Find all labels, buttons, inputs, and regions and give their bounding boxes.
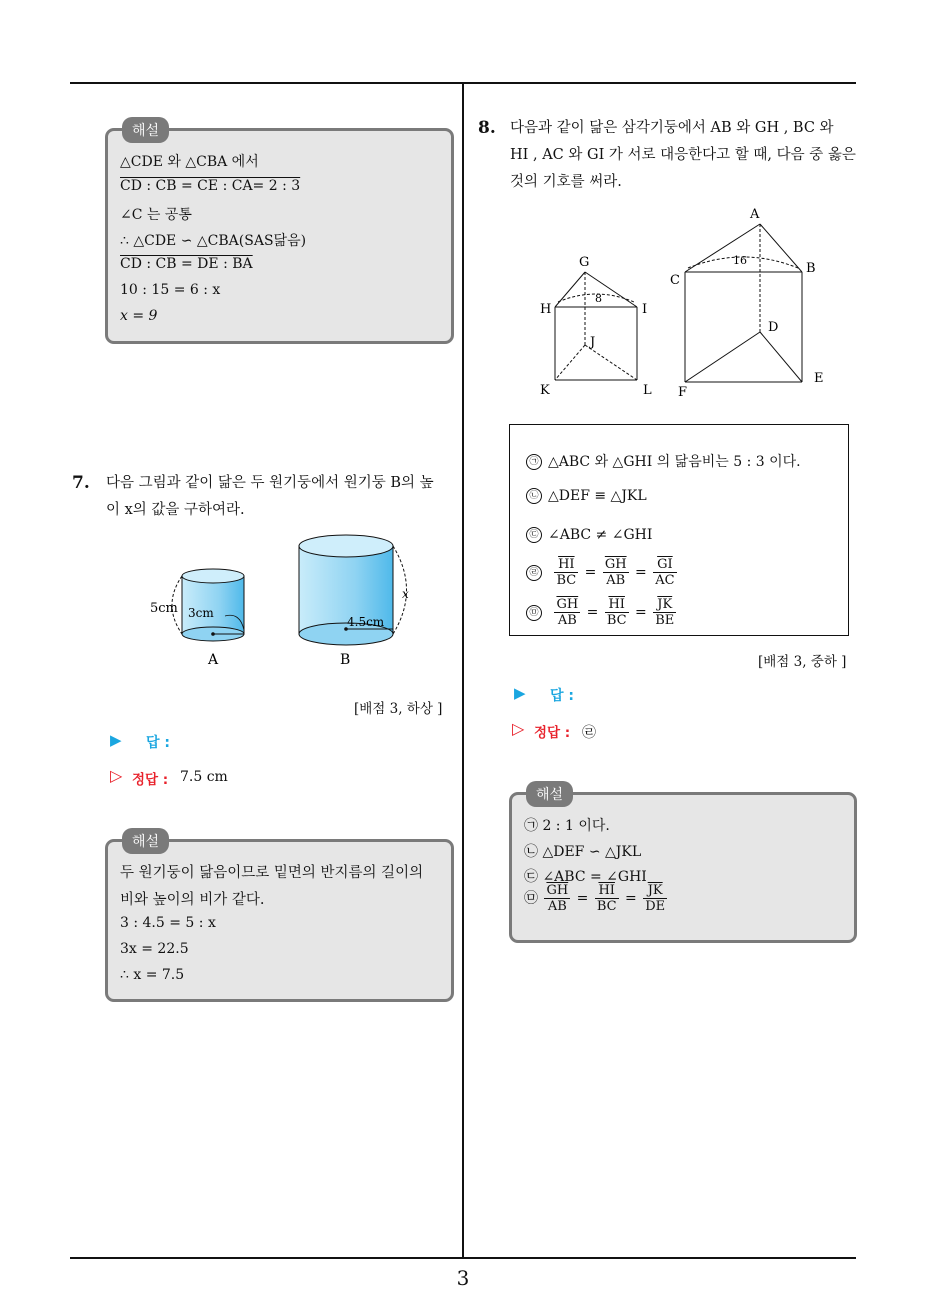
numerator: $\overline{HI}$ <box>554 557 578 573</box>
denominator: BC <box>606 613 627 628</box>
denominator: AC <box>655 573 675 588</box>
solution-tag: 해설 <box>122 117 169 143</box>
fraction <box>554 557 578 588</box>
equals: = <box>635 604 647 621</box>
label-j: J <box>590 335 596 350</box>
denominator: DE <box>645 899 666 914</box>
option-mark: ㉣ <box>526 565 542 581</box>
solution-line: ∴ △CDE ∽ △CBA(SAS닮음) <box>120 233 307 249</box>
solution-mark: ㉤ <box>524 890 538 907</box>
denominator: BC <box>596 899 617 914</box>
label-c: C <box>670 273 680 288</box>
cylinder-a-label: A <box>208 652 219 668</box>
label-i: I <box>642 302 648 317</box>
solution-mark: ㉡ <box>524 844 538 860</box>
numerator: $\overline{HI}$ <box>605 597 629 613</box>
option-3 <box>526 527 652 543</box>
solution-line: x = 9 <box>120 308 158 324</box>
option-mark: ㉤ <box>526 605 542 621</box>
cylinder-b-radius-label: 4.5cm <box>347 615 385 629</box>
question-number-8: 8. <box>478 118 496 138</box>
question-text-line: 다음과 같이 닮은 삼각기둥에서 AB 와 GH , BC 와 <box>510 120 834 136</box>
solution-mark: ㉠ <box>524 818 538 834</box>
cylinder-b-height-label: x <box>402 587 409 601</box>
fraction <box>605 597 629 628</box>
solution-line: 10 : 15 = 6 : x <box>120 282 221 298</box>
question-text-7 <box>106 470 434 524</box>
prisms-figure <box>530 200 840 405</box>
option-5 <box>526 597 678 628</box>
large-length-label: 16 <box>733 254 747 267</box>
question-text-line: HI , AC 와 GI 가 서로 대응한다고 할 때, 다음 중 옳은 <box>510 147 856 163</box>
label-d: D <box>768 320 779 335</box>
numerator: $\overline{JK}$ <box>653 597 676 613</box>
solution-line: 3x = 22.5 <box>120 941 189 957</box>
option-2 <box>526 488 647 504</box>
fraction <box>595 883 619 914</box>
option-mark: ㉡ <box>526 488 542 504</box>
equals: = <box>635 564 647 581</box>
equals: = <box>625 890 637 907</box>
solution-box-8 <box>509 787 857 943</box>
fraction <box>603 557 629 588</box>
correct-arrow-icon: ▷ <box>110 766 123 785</box>
option-mark: ㉠ <box>526 454 542 470</box>
solution-line: CD : CB = CE : CA= 2 : 3 <box>120 178 301 194</box>
cylinder-a-radius-label: 3cm <box>188 606 214 620</box>
answer-arrow-icon: ▶ <box>514 684 526 702</box>
solution-line: 비와 높이의 비가 같다. <box>120 892 265 908</box>
fraction <box>643 883 667 914</box>
fraction <box>653 597 676 628</box>
fraction <box>653 557 676 588</box>
column-divider <box>462 84 464 1257</box>
solution-line: △CDE 와 △CBA 에서 <box>120 154 259 170</box>
correct-value-8: ㉣ <box>582 725 596 741</box>
solution-line: 3 : 4.5 = 5 : x <box>120 915 216 931</box>
correct-arrow-icon: ▷ <box>512 719 525 738</box>
label-l: L <box>643 383 652 398</box>
solution-line: CD : CB = DE : BA <box>120 256 253 272</box>
solution-mark: ㉢ <box>524 869 538 885</box>
solution-text: ∠ABC = ∠GHI <box>542 869 647 885</box>
options-box <box>509 424 849 636</box>
equals: = <box>586 604 599 621</box>
solution-text: △DEF ∽ △JKL <box>542 844 642 860</box>
option-mark: ㉢ <box>526 527 542 543</box>
equals: = <box>584 564 597 581</box>
solution-line: ∴ x = 7.5 <box>120 967 185 983</box>
cylinder-a <box>172 569 244 641</box>
answer-label-8: 답 : <box>550 688 574 704</box>
question-text-8 <box>510 115 856 196</box>
question-number-7: 7. <box>72 473 90 493</box>
solution-line <box>524 841 641 861</box>
correct-label-7: 정답 : <box>132 772 169 788</box>
solution-box-6 <box>105 123 454 344</box>
equals: = <box>576 890 589 907</box>
solution-line: 두 원기둥이 닮음이므로 밑면의 반지름의 길이의 <box>120 865 424 881</box>
cylinders-figure <box>140 530 440 675</box>
bottom-rule <box>70 1257 856 1259</box>
correct-value-7: 7.5 cm <box>180 769 228 785</box>
large-prism <box>685 224 802 382</box>
denominator: BE <box>655 613 675 628</box>
option-1 <box>526 451 801 471</box>
cylinder-a-height-label: 5cm <box>150 601 178 616</box>
numerator: $\overline{GH}$ <box>604 557 627 572</box>
answer-label-7: 답 : <box>146 735 170 751</box>
solution-box-7 <box>105 834 454 1002</box>
label-e: E <box>814 371 824 386</box>
option-text: △ABC 와 △GHI 의 닮음비는 5 : 3 이다. <box>548 454 801 470</box>
cylinder-b-label: B <box>340 652 351 668</box>
denominator: BC <box>556 573 577 588</box>
numerator: $\overline{GI}$ <box>653 557 676 573</box>
solution-line: ∠C 는 공통 <box>120 207 192 223</box>
solution-text: 2 : 1 이다. <box>542 818 610 834</box>
score-8: [배점 3, 중하 ] <box>758 654 847 670</box>
label-k: K <box>540 383 550 398</box>
solution-tag: 해설 <box>122 828 169 854</box>
option-4 <box>526 557 679 588</box>
denominator: AB <box>606 573 626 588</box>
label-b: B <box>806 261 816 276</box>
question-text-line: 것의 기호를 써라. <box>510 174 622 190</box>
option-text: ∠ABC ≠ ∠GHI <box>548 527 653 543</box>
small-length-label: 8 <box>595 292 602 305</box>
score-7: [배점 3, 하상 ] <box>354 701 443 717</box>
numerator: $\overline{JK}$ <box>643 883 667 899</box>
label-f: F <box>678 385 688 400</box>
denominator: AB <box>557 613 577 628</box>
answer-arrow-icon: ▶ <box>110 731 122 749</box>
option-text: △DEF ≡ △JKL <box>548 488 647 504</box>
correct-label-8: 정답 : <box>534 725 571 741</box>
fraction <box>544 883 570 914</box>
solution-tag: 해설 <box>526 781 573 807</box>
question-text-line: 다음 그림과 같이 닮은 두 원기둥에서 원기둥 B의 높 <box>106 475 434 491</box>
page-number: 3 <box>456 1266 470 1290</box>
question-text-line: 이 x의 값을 구하여라. <box>106 502 245 518</box>
fraction <box>554 597 580 628</box>
label-a: A <box>750 207 760 222</box>
label-h: H <box>540 302 552 317</box>
small-prism <box>555 272 637 380</box>
numerator: $\overline{GH}$ <box>556 597 579 612</box>
solution-line <box>524 815 610 835</box>
solution-line <box>524 883 669 914</box>
label-g: G <box>579 255 590 270</box>
numerator: $\overline{GH}$ <box>546 883 569 898</box>
numerator: $\overline{HI}$ <box>595 883 619 899</box>
denominator: AB <box>547 899 567 914</box>
